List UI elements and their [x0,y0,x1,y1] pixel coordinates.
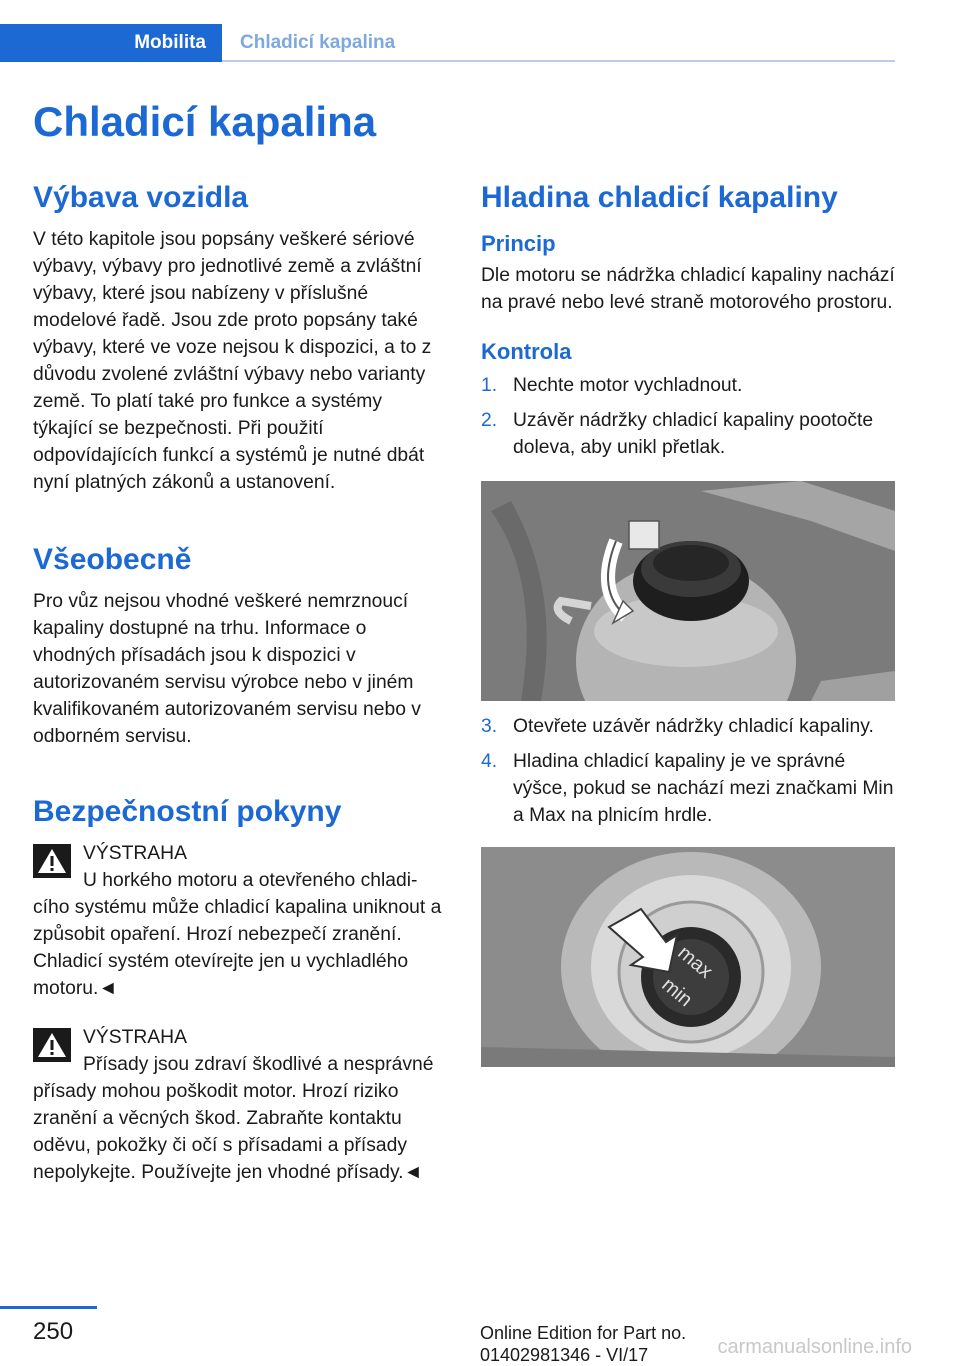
tab-mobilita[interactable]: Mobilita [0,24,222,62]
step-text: Hladina chladicí kapaliny je ve správné výšce, pokud se nachází mezi značkami Min a Max na plnicím hrdle. [513,751,894,826]
edition-info: Online Edition for Part no. 01402981346 - VI/17 [480,1323,687,1365]
figure-coolant-cap-drawing [481,481,895,701]
figure-filler-neck [481,847,895,1067]
steps-list-a [481,372,895,461]
warning-icon [33,1028,71,1062]
min-mark: min [657,973,697,1012]
heading-vybava: Výbava vozidla [33,181,249,214]
right-column [481,178,895,1067]
left-column [33,178,445,1186]
steps-list-b [481,713,895,829]
list-item [481,748,895,829]
text-princip: Dle motoru se nádržka chladicí kapaliny nachází na pravé nebo levé straně motorového prostoru. [481,265,895,313]
list-item [481,407,895,461]
warning-text-start: Přísady jsou zdraví škodlivé a nesprávné [83,1054,434,1075]
step-number: 4. [481,751,498,772]
watermark: carmanualsonline.info [717,1336,912,1358]
header-tabbar [0,24,895,62]
page-title: Chladicí kapalina [33,98,377,145]
warning-1 [33,840,445,1002]
warning-label: VÝSTRAHA [83,1027,187,1048]
page-number: 250 [33,1318,74,1345]
step-text: Nechte motor vychladnout. [513,375,743,396]
step-number: 1. [481,375,498,396]
warning-label: VÝSTRAHA [83,843,187,864]
text-vseobecne: Pro vůz nejsou vhodné veškeré nemrznoucí kapaliny dostupné na trhu. Informace o vhodných přísadách jsou k dispozici v autorizovaném servisu výrobce nebo v jiném kvalifikovaném autorizovaném servisu nebo v odborném servisu. [33,591,421,747]
heading-hladina: Hladina chladicí kapaliny [481,181,838,214]
tab-chladici-kapalina[interactable]: Chladicí kapalina [240,32,396,53]
header-divider [222,60,895,62]
heading-bezpecnost: Bezpečnostní pokyny [33,795,342,828]
heading-vseobecne: Všeobecně [33,543,192,576]
figure-coolant-cap [481,481,895,701]
warning-text-start: U horkého motoru a otevřeného chladi- [83,870,418,891]
step-number: 3. [481,716,498,737]
warning-2 [33,1024,445,1186]
heading-kontrola: Kontrola [481,339,572,364]
figure-filler-neck-drawing [481,847,895,1067]
step-text: Uzávěr nádržky chladicí kapaliny pootočte doleva, aby unikl přetlak. [513,410,874,458]
text-vybava: V této kapitole jsou popsány veškeré sériové výbavy, výbavy pro jednotlivé země a zvláštní výbavy, které jsou nabízeny v příslušné modelové řadě. Jsou zde proto popsány také výbavy, které ve voze nejsou k dispozici, a to z důvodu zvolené zvláštní výbavy nebo varianty země. To platí také pro funkce a systémy týkající se bezpečnosti. Při použití odpovídajících funkcí a systémů je nutné dbát nyní platných zákonů a ustanovení. [33,229,432,493]
step-text: Otevřete uzávěr nádržky chladicí kapaliny. [513,716,874,737]
max-mark: max [673,941,717,983]
list-item [481,713,895,740]
warning-text: přísady mohou poškodit motor. Hrozí riziko zranění a věcných škod. Zabraňte kontaktu oděvu, pokožky či očí s přísadami a přísady nepolykejte. Používejte jen vhodné přísady.◄ [33,1081,423,1183]
step-number: 2. [481,410,498,431]
heading-princip: Princip [481,231,556,256]
footer-divider [0,1306,97,1309]
warning-text: cího systému může chladicí kapalina uniknout a způsobit opaření. Hrozí nebezpečí zranění. Chladicí systém otevírejte jen u vychladlého motoru.◄ [33,897,442,999]
warning-icon [33,844,71,878]
list-item [481,372,895,399]
